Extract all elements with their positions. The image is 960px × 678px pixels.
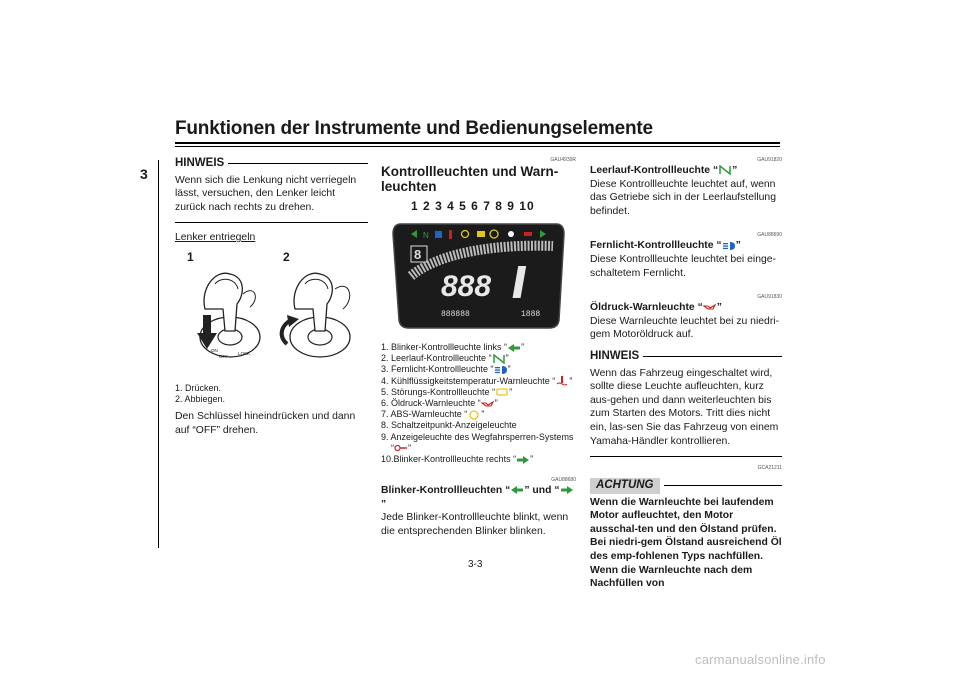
high-beam-icon	[722, 241, 736, 251]
high-beam-icon	[494, 365, 508, 375]
neutral-icon	[492, 354, 506, 364]
list-item-5: 5. Störungs-Kontrollleuchte “ ”	[381, 386, 513, 397]
caution-heading	[590, 478, 782, 494]
num-5: 5	[459, 199, 467, 213]
column-1	[175, 157, 368, 438]
oil-pressure-heading: Öldruck-Warnleuchte “ ”	[590, 302, 722, 314]
ref-code-2: GAU88680	[551, 477, 576, 484]
left-arrow-icon	[510, 485, 524, 495]
num-9: 9	[507, 199, 515, 213]
ref-code-5: GAU91830	[757, 294, 782, 301]
steps-list	[175, 383, 368, 405]
ref-code-6: GCA21211	[757, 465, 782, 472]
num-3: 3	[435, 199, 443, 213]
engine-trouble-icon	[495, 387, 509, 397]
num-10: 10	[519, 199, 535, 213]
key-label-on: ON	[211, 347, 218, 353]
note-label-2: HINWEIS	[590, 349, 640, 362]
caution-text: Wenn die Warnleuchte bei laufendem Motor aufleuchtet, den Motor ausschal-ten und den Ölstand prüfen. Bei niedri-gem Ölstand ausreichend Öl des emp-fohlenen Typs nachfüllen. Wenn die Warnleuchte nach dem Nachfüllen von	[590, 496, 782, 590]
num-6: 6	[471, 199, 479, 213]
step-1: 1. Drücken.	[175, 382, 222, 393]
column-2	[381, 157, 576, 539]
num-2: 2	[423, 199, 431, 213]
note-line-2	[643, 356, 782, 357]
immobilizer-icon	[394, 443, 408, 453]
note-text: Wenn sich die Lenkung nicht verriegeln lässt, versuchen, den Lenker leicht zurück nach rechts zu drehen.	[175, 174, 357, 213]
column-3	[590, 157, 782, 591]
header-rule-thin	[175, 146, 780, 147]
high-beam-text: Diese Kontrollleuchte leuchtet bei einge-schaltetem Fernlicht.	[590, 253, 776, 279]
step-2: 2. Abbiegen.	[175, 394, 226, 405]
chapter-tab-line	[158, 160, 159, 548]
note-end-rule	[175, 222, 368, 223]
high-beam-heading: Fernlicht-Kontrollleuchte “ ”	[590, 240, 741, 252]
neutral-text: Diese Kontrollleuchte leuchtet auf, wenn das Getriebe sich in der Leerlaufstellung befindet.	[590, 178, 776, 217]
watermark: carmanualsonline.info	[695, 652, 826, 667]
list-item-9: 9. Anzeigeleuchte des Wegfahrsperren-Systems “ ”	[381, 431, 574, 453]
note-label: HINWEIS	[175, 157, 225, 169]
note-heading-2	[590, 350, 782, 364]
turn-signal-heading: Blinker-Kontrollleuchten “ ” und “”	[381, 484, 576, 511]
key-figure	[175, 249, 368, 379]
indicator-numbers	[411, 200, 535, 214]
caution-line	[664, 485, 783, 486]
turn-arrow	[287, 315, 299, 327]
neutral-heading: Leerlauf-Kontrollleuchte “ ”	[590, 165, 738, 176]
svg-text:N: N	[423, 231, 429, 240]
list-item-3: 3. Fernlicht-Kontrollleuchte “ ”	[381, 364, 511, 375]
key-label-off: OFF	[219, 353, 228, 359]
num-4: 4	[447, 199, 455, 213]
indicator-list	[381, 342, 576, 465]
speed-digits: 888	[441, 270, 492, 303]
list-item-4: 4. Kühlflüssigkeitstemperatur-Warnleuchte “ ”	[381, 375, 573, 386]
coolant-temp-icon	[555, 376, 569, 386]
abs-icon	[467, 410, 481, 420]
num-8: 8	[495, 199, 503, 213]
fig-label-2: 2	[283, 249, 290, 264]
note-text-2: Wenn das Fahrzeug eingeschaltet wird, sollte diese Leuchte aufleuchten, kurz aus-gehen und dann weiterleuchten bis zum Starten des Motors. Tritt dies nicht ein, las-sen Sie das Fahrzeug von einem Yamaha-Händler kontrollieren.	[590, 367, 779, 447]
oil-pressure-text: Diese Warnleuchte leuchtet bei zu niedri-gem Motoröldruck auf.	[590, 315, 780, 341]
note-end-rule-2	[590, 456, 782, 457]
right-arrow-icon	[560, 485, 574, 495]
subhead-unlock: Lenker entriegeln	[175, 232, 256, 244]
page-header	[175, 118, 780, 147]
odo-digits: 888888	[441, 310, 470, 319]
list-item-1: 1. Blinker-Kontrollleuchte links “ ”	[381, 342, 525, 352]
ref-code-1: GAU4939R	[550, 157, 576, 163]
page-number: 3-3	[468, 559, 483, 570]
num-1: 1	[411, 199, 419, 213]
note-line	[228, 163, 368, 164]
header-rule	[175, 142, 780, 144]
dashboard-figure	[381, 200, 576, 338]
left-arrow-icon	[507, 343, 521, 353]
list-item-6: 6. Öldruck-Warnleuchte “ ”	[381, 398, 498, 409]
chapter-tab: 3	[140, 166, 148, 182]
section-heading: Kontrollleuchten und Warn-leuchten	[381, 164, 559, 194]
ref-code-4: GAU88690	[757, 232, 782, 239]
dashboard-display	[381, 216, 576, 334]
gear-digit: 8	[414, 247, 422, 262]
page-title: Funktionen der Instrumente und Bedienungselemente	[175, 118, 653, 139]
right-arrow-icon	[516, 455, 530, 465]
list-item-2: 2. Leerlauf-Kontrollleuchte “ ”	[381, 353, 509, 364]
trip-digits: 1888	[521, 310, 541, 319]
turn-signal-text: Jede Blinker-Kontrollleuchte blinkt, wenn die entsprechenden Blinker blinken.	[381, 512, 569, 538]
list-item-8: 8. Schaltzeitpunkt-Anzeigeleuchte	[381, 420, 517, 431]
key-illustration	[175, 249, 368, 379]
oil-pressure-icon	[481, 399, 495, 409]
num-7: 7	[483, 199, 491, 213]
caution-label: ACHTUNG	[590, 478, 660, 494]
key-label-lock: LOCK	[238, 350, 251, 356]
neutral-icon	[718, 165, 732, 175]
list-item-7: 7. ABS-Warnleuchte “ ”	[381, 409, 485, 420]
list-item-10: 10.Blinker-Kontrollleuchte rechts “ ”	[381, 454, 534, 465]
unlock-text: Den Schlüssel hineindrücken und dann auf “OFF” drehen.	[175, 411, 356, 436]
oil-pressure-icon	[703, 302, 717, 312]
ref-code-3: GAU91820	[757, 157, 782, 163]
fig-label-1: 1	[187, 249, 194, 264]
note-heading	[175, 157, 368, 171]
